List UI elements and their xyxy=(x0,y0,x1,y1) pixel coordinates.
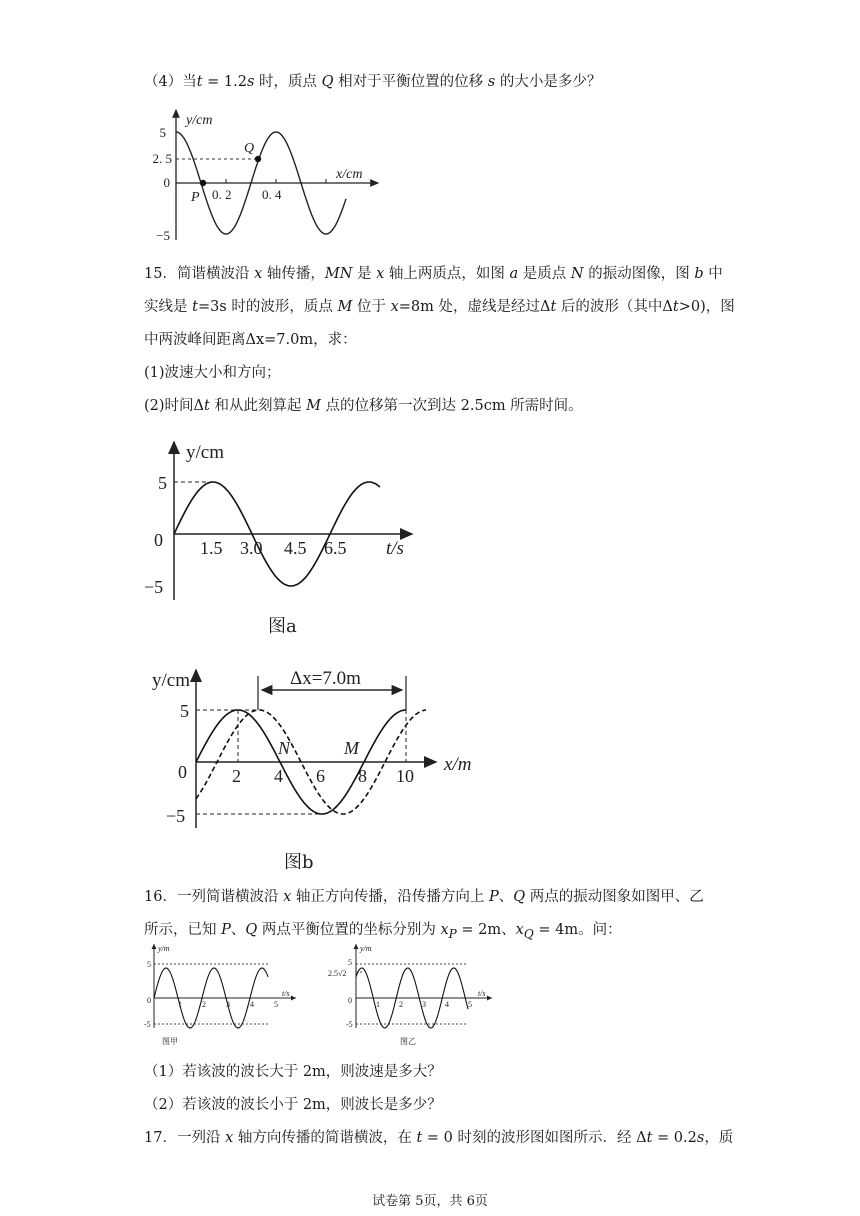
x-tick: 10 xyxy=(396,766,414,786)
q14-part4: （4）当t = 1.2s 时，质点 Q 相对于平衡位置的位移 s 的大小是多少？ xyxy=(144,74,602,90)
delta-x-label: Δx=7.0m xyxy=(290,668,361,689)
y-axis-label: y/cm xyxy=(186,113,213,128)
y-tick: 0 xyxy=(147,996,151,1005)
point-p xyxy=(200,180,206,186)
y-axis-label: y/m xyxy=(158,944,170,953)
y-tick: −5 xyxy=(156,228,170,243)
y-tick: -5 xyxy=(144,1020,151,1029)
page-footer: 试卷第 5页，共 6页 xyxy=(372,1194,488,1209)
x-tick: 3.0 xyxy=(240,538,263,558)
x-tick: 2 xyxy=(202,1000,206,1009)
q15-line2: 实线是 t=3s 时的波形，质点 M 位于 x=8m 处，虚线是经过Δt 后的波形（其中Δt>0)，图 xyxy=(144,299,735,315)
point-q xyxy=(255,156,261,162)
y-tick: −5 xyxy=(144,577,164,597)
y-tick: 0 xyxy=(348,996,352,1005)
figure-jia-graph xyxy=(140,940,310,1050)
y-tick: −5 xyxy=(166,806,186,826)
q14-wave-figure xyxy=(140,104,390,244)
y-tick: -5 xyxy=(346,1020,353,1029)
x-tick: 4 xyxy=(250,1000,254,1009)
y-tick: 5 xyxy=(158,473,167,493)
y-tick: 0 xyxy=(163,175,170,190)
x-tick: 1 xyxy=(178,1000,182,1009)
figure-yi-graph xyxy=(320,940,500,1050)
x-tick: 5 xyxy=(274,1000,278,1009)
x-tick: 6.5 xyxy=(324,538,347,558)
y-axis-label: y/cm xyxy=(186,442,224,463)
x-axis-label: t/s xyxy=(478,989,486,998)
figure-jia-caption: 图甲 xyxy=(162,1037,178,1046)
x-axis-label: t/s xyxy=(282,989,290,998)
x-tick: 2 xyxy=(399,1000,403,1009)
q15-line1: 15．简谐横波沿 x 轴传播，MN 是 x 轴上两质点，如图 a 是质点 N 的振动图像，图 b 中 xyxy=(144,266,723,282)
label-q: Q xyxy=(244,141,255,156)
label-m: M xyxy=(344,738,359,758)
x-axis-label: x/cm xyxy=(336,167,363,182)
y-axis-label: y/m xyxy=(360,944,372,953)
x-tick: 4.5 xyxy=(284,538,307,558)
figure-a-vibration-graph xyxy=(140,434,430,604)
q16-question2: （2）若该波的波长小于 2m，则波长是多少？ xyxy=(144,1097,442,1113)
x-tick: 1.5 xyxy=(200,538,223,558)
label-n: N xyxy=(278,738,291,758)
x-axis-label: x/m xyxy=(444,754,472,775)
x-tick: 8 xyxy=(358,766,367,786)
x-tick: 0. 4 xyxy=(262,187,282,202)
y-tick: 0 xyxy=(154,530,163,550)
y-tick: 5 xyxy=(147,960,151,969)
y-axis-label: y/cm xyxy=(152,670,190,691)
x-tick: 3 xyxy=(226,1000,230,1009)
q15-question2: (2)时间Δt 和从此刻算起 M 点的位移第一次到达 2.5cm 所需时间。 xyxy=(144,398,583,414)
x-tick: 2 xyxy=(232,766,241,786)
label-p: P xyxy=(191,190,200,205)
x-tick: 0. 2 xyxy=(212,187,232,202)
figure-b-wave-graph xyxy=(140,662,490,830)
y-tick: 5 xyxy=(180,701,189,721)
q16-line2: 所示，已知 P、Q 两点平衡位置的坐标分别为 $x_P = 2m$、$x_Q = 4m$。问： xyxy=(144,922,622,941)
x-tick: 5 xyxy=(468,1000,472,1009)
figure-a-caption: 图a xyxy=(268,616,297,637)
q15-question1: (1)波速大小和方向； xyxy=(144,365,281,381)
figure-yi-caption: 图乙 xyxy=(400,1037,416,1046)
y-tick: 0 xyxy=(178,762,187,782)
q15-line3: 中两波峰间距离Δx=7.0m，求： xyxy=(144,332,357,348)
y-tick: 5 xyxy=(348,958,352,967)
y-tick: 2. 5 xyxy=(152,151,172,166)
x-tick: 4 xyxy=(445,1000,449,1009)
q16-question1: （1）若该波的波长大于 2m，则波速是多大？ xyxy=(144,1064,442,1080)
x-axis-label: t/s xyxy=(386,538,404,559)
x-tick: 6 xyxy=(316,766,325,786)
y-tick: 2.5√2 xyxy=(328,969,347,978)
q17-line1: 17．一列沿 x 轴方向传播的简谐横波，在 t = 0 时刻的波形图如图所示．经 Δt = 0.2s，质 xyxy=(144,1130,734,1146)
x-tick: 1 xyxy=(376,1000,380,1009)
x-tick: 3 xyxy=(422,1000,426,1009)
figure-b-caption: 图b xyxy=(284,852,314,873)
y-tick: 5 xyxy=(159,125,166,140)
q16-line1: 16．一列简谐横波沿 x 轴正方向传播，沿传播方向上 P、Q 两点的振动图象如图甲、乙 xyxy=(144,889,704,905)
x-tick: 4 xyxy=(274,766,283,786)
